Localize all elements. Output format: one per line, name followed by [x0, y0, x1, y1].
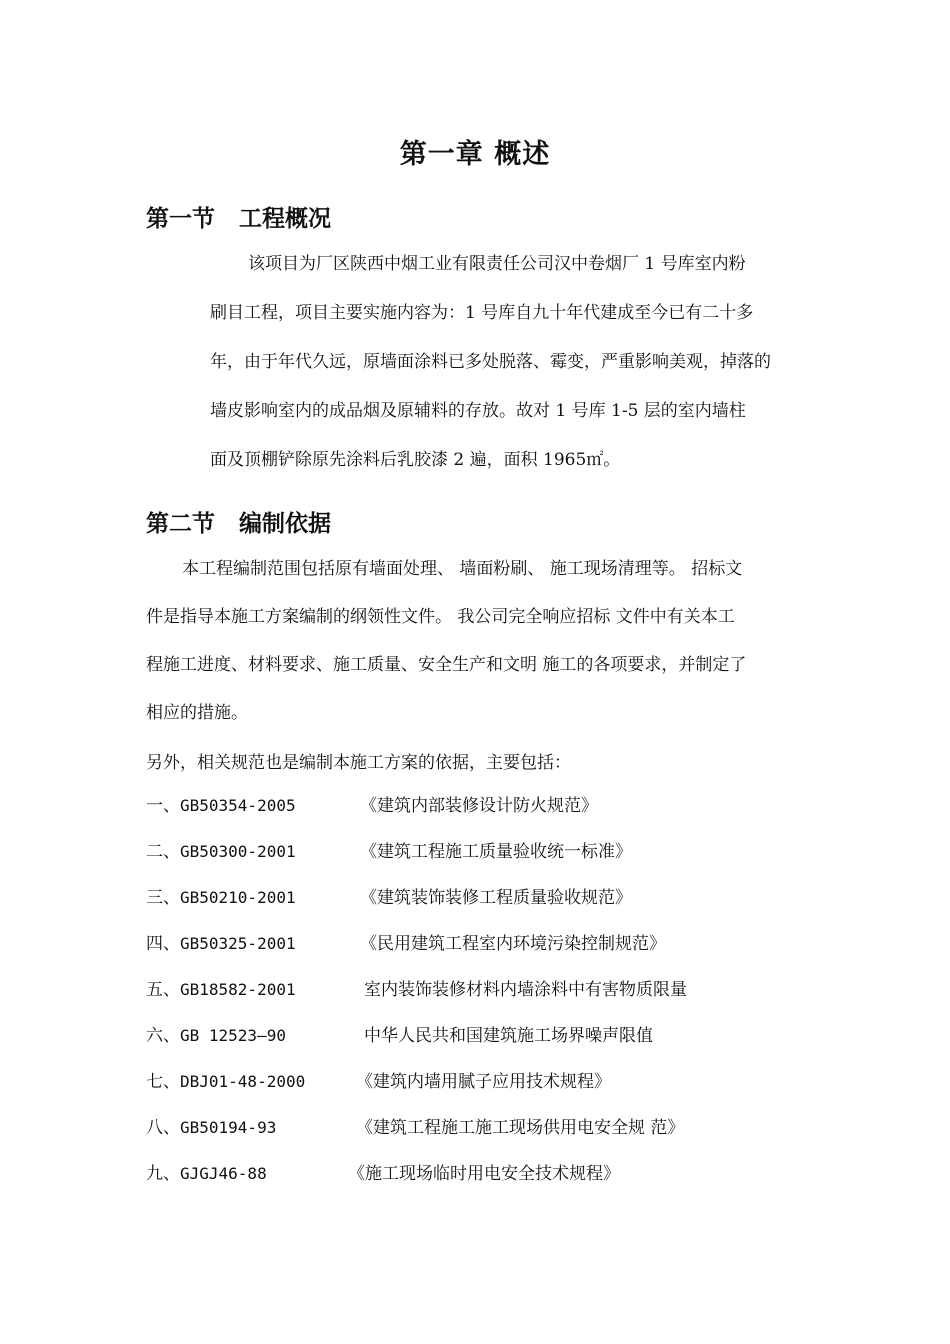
- reference-title: 中华人民共和国建筑施工场界噪声限值: [364, 1026, 653, 1046]
- reference-item: [146, 829, 826, 875]
- reference-code: GB 12523—90: [180, 1026, 286, 1045]
- reference-number: 四、: [146, 934, 180, 954]
- section-number: 第二节: [146, 511, 215, 537]
- reference-title: 《民用建筑工程室内环境污染控制规范》: [360, 934, 666, 954]
- project-overview-paragraph: [210, 240, 810, 485]
- section-title-text: 工程概况: [239, 206, 331, 232]
- reference-code: DBJ01-48-2000: [180, 1072, 306, 1091]
- section-title-text: 编制依据: [239, 511, 331, 537]
- reference-title: 《建筑工程施工质量验收统一标准》: [360, 842, 632, 862]
- section-number: 第一节: [146, 206, 215, 232]
- paragraph-line: 刷目工程，项目主要实施内容为：1 号库自九十年代建成至今已有二十多: [210, 303, 754, 323]
- reference-code: GB50354-2005: [180, 796, 296, 815]
- reference-title: 《施工现场临时用电安全技术规程》: [348, 1164, 620, 1184]
- reference-item: [146, 967, 826, 1013]
- reference-number: 八、: [146, 1118, 180, 1138]
- reference-number: 六、: [146, 1026, 180, 1046]
- references-intro: 另外，相关规范也是编制本施工方案的依据，主要包括：: [146, 753, 571, 773]
- paragraph-line: 件是指导本施工方案编制的纲领性文件。 我公司完全响应招标 文件中有关本工: [146, 607, 735, 627]
- reference-item: [146, 783, 826, 829]
- paragraph-line: 墙皮影响室内的成品烟及原辅料的存放。故对 1 号库 1-5 层的室内墙柱: [210, 401, 746, 421]
- reference-item: [146, 1105, 826, 1151]
- section-heading-basis: [146, 505, 331, 538]
- reference-number: 五、: [146, 980, 180, 1000]
- paragraph-line: 年，由于年代久远，原墙面涂料已多处脱落、霉变，严重影响美观，掉落的: [210, 352, 771, 372]
- reference-title: 《建筑内部装修设计防火规范》: [360, 796, 598, 816]
- reference-code: GB50325-2001: [180, 934, 296, 953]
- reference-title: 《建筑装饰装修工程质量验收规范》: [360, 888, 632, 908]
- reference-item: [146, 875, 826, 921]
- reference-item: [146, 1151, 826, 1197]
- paragraph-line: 相应的措施。: [146, 703, 248, 723]
- reference-title: 《建筑工程施工施工现场供用电安全规 范》: [356, 1118, 685, 1138]
- reference-code: GB50194-93: [180, 1118, 277, 1137]
- reference-code: GJGJ46-88: [180, 1164, 267, 1183]
- reference-title: 《建筑内墙用腻子应用技术规程》: [356, 1072, 611, 1092]
- reference-number: 一、: [146, 796, 180, 816]
- reference-number: 三、: [146, 888, 180, 908]
- reference-number: 二、: [146, 842, 180, 862]
- paragraph-line: 面及顶棚铲除原先涂料后乳胶漆 2 遍，面积 1965㎡。: [210, 450, 621, 470]
- reference-title: 室内装饰装修材料内墙涂料中有害物质限量: [364, 980, 687, 1000]
- compilation-basis-paragraph: [146, 545, 811, 737]
- reference-code: GB50210-2001: [180, 888, 296, 907]
- reference-code: GB18582-2001: [180, 980, 296, 999]
- section-heading-overview: [146, 200, 331, 233]
- reference-item: [146, 921, 826, 967]
- reference-item: [146, 1013, 826, 1059]
- reference-code: GB50300-2001: [180, 842, 296, 861]
- reference-list: [146, 783, 826, 1197]
- chapter-title: 第一章 概述: [399, 139, 551, 170]
- paragraph-line: 程施工进度、材料要求、施工质量、安全生产和文明 施工的各项要求，并制定了: [146, 655, 747, 675]
- reference-number: 九、: [146, 1164, 180, 1184]
- paragraph-line: 本工程编制范围包括原有墙面处理、 墙面粉刷、 施工现场清理等。 招标文: [182, 559, 743, 579]
- reference-number: 七、: [146, 1072, 180, 1092]
- paragraph-line: 该项目为厂区陕西中烟工业有限责任公司汉中卷烟厂 1 号库室内粉: [248, 254, 746, 274]
- reference-item: [146, 1059, 826, 1105]
